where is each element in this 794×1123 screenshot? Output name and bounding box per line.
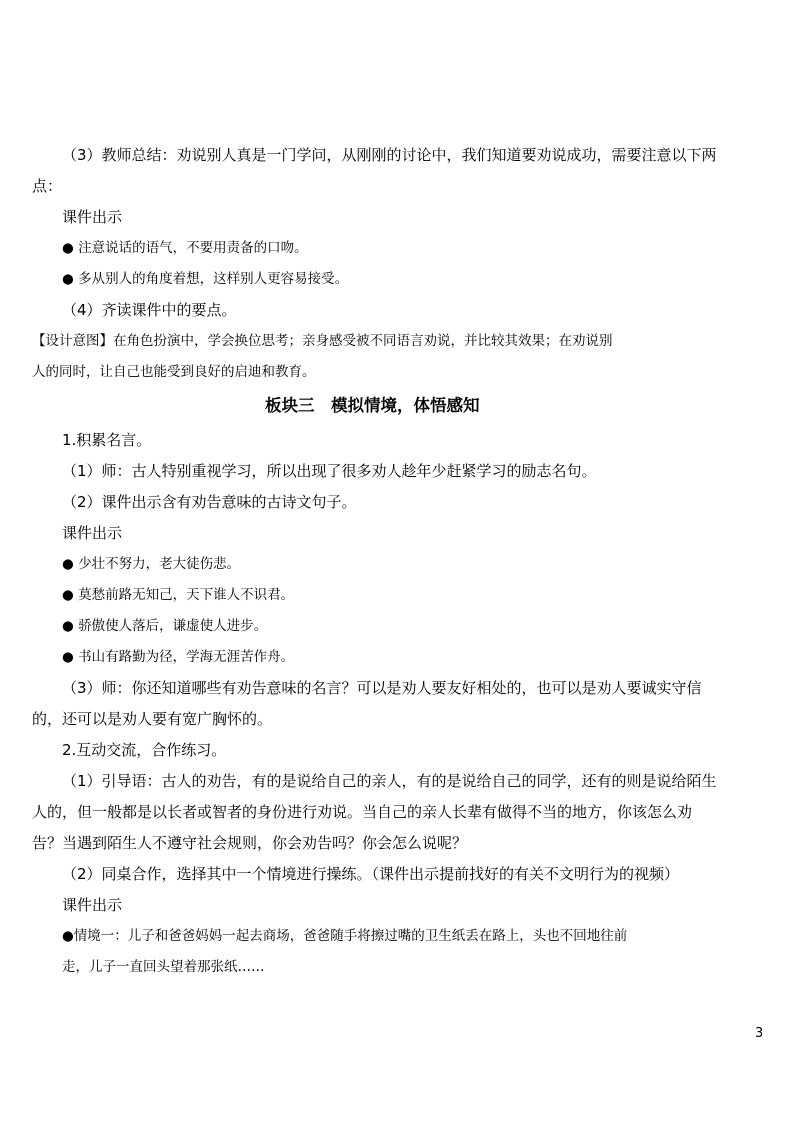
paragraph-line: （3）教师总结：劝说别人真是一门学问，从刚刚的讨论中，我们知道要劝说成功，需要注意以下两 [62, 146, 717, 164]
paragraph-line: （3）师：你还知道哪些有劝告意味的名言？可以是劝人要友好相处的，也可以是劝人要诚实守信 [62, 679, 702, 697]
paragraph-line: 点： [32, 177, 63, 195]
paragraph-line: （1）引导语：古人的劝告，有的是说给自己的亲人，有的是说给自己的同学，还有的则是说给陌生 [62, 772, 717, 790]
slide-label: 课件出示 [62, 208, 123, 226]
page-number: 3 [755, 1026, 764, 1041]
bullet-item: ● 书山有路勤为径，学海无涯苦作舟。 [62, 649, 295, 665]
scenario-line: ●情境一：儿子和爸爸妈妈一起去商场，爸爸随手将擦过嘴的卫生纸丢在路上，头也不回地往前 [62, 928, 628, 944]
design-intent-line: 人的同时，让自己也能受到良好的启迪和教育。 [32, 364, 316, 380]
paragraph-line: 的，还可以是劝人要有宽广胸怀的。 [32, 710, 273, 728]
paragraph-line: （2）课件出示含有劝告意味的古诗文句子。 [62, 493, 357, 511]
paragraph-line: （1）师：古人特别重视学习，所以出现了很多劝人趁年少赶紧学习的励志名句。 [62, 462, 597, 480]
section-heading: 板块三 模拟情境，体悟感知 [265, 396, 480, 415]
bullet-item: ● 骄傲使人落后，谦虚使人进步。 [62, 618, 268, 634]
bullet-item: ● 多从别人的角度着想，这样别人更容易接受。 [62, 271, 349, 287]
bullet-item: ● 注意说话的语气，不要用责备的口吻。 [62, 240, 308, 256]
bullet-item: ● 莫愁前路无知己，天下谁人不识君。 [62, 587, 295, 603]
paragraph-line: 告？当遇到陌生人不遵守社会规则，你会劝告吗？你会怎么说呢？ [32, 834, 468, 852]
paragraph-line: （4）齐读课件中的要点。 [62, 301, 237, 319]
paragraph-line: 2.互动交流，合作练习。 [62, 741, 227, 759]
paragraph-line: 人的，但一般都是以长者或智者的身份进行劝说。当自己的亲人长辈有做得不当的地方，你该怎么劝 [32, 803, 693, 821]
slide-label: 课件出示 [62, 524, 123, 542]
design-intent-line: 【设计意图】在角色扮演中，学会换位思考；亲身感受被不同语言劝说，并比较其效果；在劝说别 [32, 333, 613, 349]
paragraph-line: （2）同桌合作，选择其中一个情境进行操练。（课件出示提前找好的有关不文明行为的视频） [62, 865, 680, 883]
slide-label: 课件出示 [62, 896, 123, 914]
bullet-item: ● 少壮不努力，老大徒伤悲。 [62, 556, 241, 572]
scenario-line: 走，儿子一直回头望着那张纸…… [62, 959, 265, 975]
paragraph-line: 1.积累名言。 [62, 431, 152, 449]
